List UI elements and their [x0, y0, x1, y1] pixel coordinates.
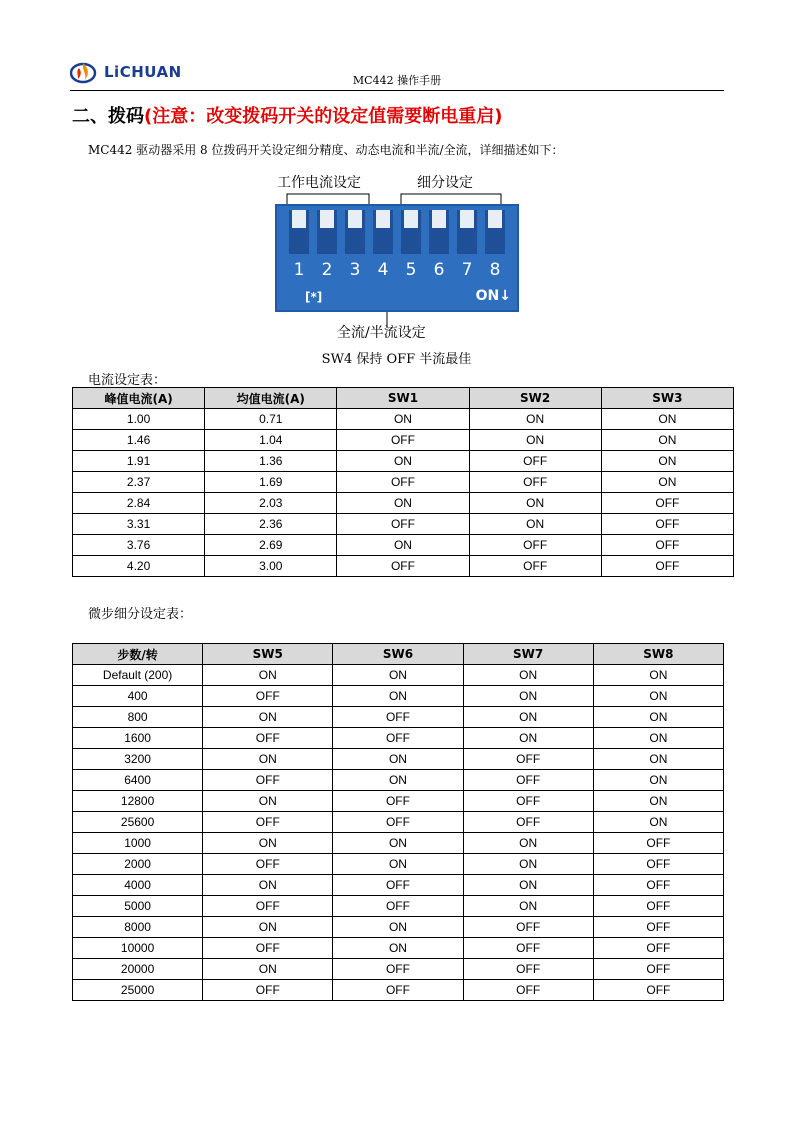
table-cell: OFF	[601, 556, 733, 577]
table-cell: 12800	[73, 791, 203, 812]
table-row	[73, 812, 724, 833]
switch-number: 1	[293, 260, 305, 280]
table-cell: OFF	[593, 959, 723, 980]
table-row	[73, 728, 724, 749]
switch-number: 2	[321, 260, 333, 280]
switch-slot	[289, 210, 309, 254]
intro-paragraph: MC442 驱动器采用 8 位拨码开关设定细分精度、动态电流和半流/全流，详细描述如下：	[88, 143, 564, 157]
table-cell: OFF	[337, 472, 469, 493]
table-cell: ON	[469, 514, 601, 535]
switch-slot	[485, 210, 505, 254]
switch-slot	[457, 210, 477, 254]
table-cell: 800	[73, 707, 203, 728]
table-cell: OFF	[463, 938, 593, 959]
table-cell: ON	[203, 707, 333, 728]
table-cell: ON	[333, 686, 463, 707]
table-cell: OFF	[463, 959, 593, 980]
table-cell: ON	[463, 728, 593, 749]
table-row	[73, 686, 724, 707]
table-cell: OFF	[203, 686, 333, 707]
table-cell: ON	[463, 875, 593, 896]
table-cell: ON	[333, 665, 463, 686]
table-cell: 2000	[73, 854, 203, 875]
table-cell: OFF	[469, 451, 601, 472]
switch-number: 7	[461, 260, 473, 280]
table-cell: ON	[333, 770, 463, 791]
table-row	[73, 938, 724, 959]
table-cell: 3.31	[73, 514, 205, 535]
table-row	[73, 556, 734, 577]
switch-number: 8	[489, 260, 501, 280]
table-cell: 1.46	[73, 430, 205, 451]
table-row	[73, 665, 724, 686]
label-microstep-setting: 细分设定	[417, 175, 473, 191]
column-header: SW1	[337, 388, 469, 409]
table-cell: OFF	[203, 728, 333, 749]
table-cell: ON	[593, 812, 723, 833]
table-cell: ON	[469, 409, 601, 430]
table-cell: ON	[463, 665, 593, 686]
table-row	[73, 472, 734, 493]
table-cell: ON	[203, 749, 333, 770]
table-cell: ON	[593, 707, 723, 728]
table-cell: OFF	[203, 980, 333, 1001]
table-cell: ON	[593, 770, 723, 791]
section-title	[72, 102, 502, 128]
table-header-row	[73, 388, 734, 409]
switch-number: 5	[405, 260, 417, 280]
table-cell: ON	[333, 854, 463, 875]
table-cell: OFF	[601, 514, 733, 535]
table-cell: Default (200)	[73, 665, 203, 686]
table-cell: ON	[463, 833, 593, 854]
table-row	[73, 707, 724, 728]
table-cell: OFF	[333, 707, 463, 728]
switch-knob	[320, 210, 334, 228]
dip-symbol: [*]	[305, 290, 323, 304]
table-cell: OFF	[333, 959, 463, 980]
table-cell: 2.03	[205, 493, 337, 514]
dip-switch-figure	[275, 168, 519, 368]
column-header: 步数/转	[73, 644, 203, 665]
column-header: SW8	[593, 644, 723, 665]
table-cell: ON	[337, 409, 469, 430]
switch-slot	[345, 210, 365, 254]
table-row	[73, 959, 724, 980]
table-cell: OFF	[463, 812, 593, 833]
table-cell: OFF	[333, 812, 463, 833]
table-row	[73, 854, 724, 875]
switch-slot	[401, 210, 421, 254]
table-row	[73, 917, 724, 938]
column-header: SW7	[463, 644, 593, 665]
table-cell: OFF	[333, 980, 463, 1001]
table-cell: OFF	[203, 854, 333, 875]
dip-switch-block	[275, 204, 519, 312]
table-cell: 1.00	[73, 409, 205, 430]
table-cell: 25600	[73, 812, 203, 833]
table-cell: OFF	[333, 896, 463, 917]
switch-number: 3	[349, 260, 361, 280]
table-cell: 5000	[73, 896, 203, 917]
table-cell: ON	[601, 409, 733, 430]
table-cell: ON	[601, 472, 733, 493]
table-cell: OFF	[469, 535, 601, 556]
switch-knob	[432, 210, 446, 228]
table-cell: ON	[333, 833, 463, 854]
switch-knob	[376, 210, 390, 228]
table-cell: 1.36	[205, 451, 337, 472]
table-row	[73, 535, 734, 556]
table-row	[73, 896, 724, 917]
table-cell: OFF	[337, 556, 469, 577]
table-cell: 2.84	[73, 493, 205, 514]
table-cell: ON	[463, 854, 593, 875]
section-title-note: (注意：改变拨码开关的设定值需要断电重启)	[144, 106, 503, 127]
table-cell: OFF	[469, 472, 601, 493]
microstep-table-label: 微步细分设定表：	[88, 607, 193, 622]
switch-number: 6	[433, 260, 445, 280]
switch-slot	[373, 210, 393, 254]
table-cell: OFF	[337, 514, 469, 535]
table-row	[73, 833, 724, 854]
table-cell: ON	[469, 493, 601, 514]
table-row	[73, 980, 724, 1001]
table-cell: OFF	[333, 875, 463, 896]
table-cell: 400	[73, 686, 203, 707]
table-cell: ON	[469, 430, 601, 451]
table-cell: ON	[463, 686, 593, 707]
table-cell: OFF	[203, 812, 333, 833]
table-row	[73, 430, 734, 451]
table-row	[73, 749, 724, 770]
document-title: MC442 操作手册	[352, 74, 442, 87]
table-cell: OFF	[463, 980, 593, 1001]
figure-caption: SW4 保持 OFF 半流最佳	[321, 352, 472, 367]
microstep-setting-table	[72, 643, 724, 1001]
page-header	[70, 52, 724, 91]
switch-slot	[429, 210, 449, 254]
table-cell: ON	[203, 833, 333, 854]
table-cell: 10000	[73, 938, 203, 959]
table-cell: 1.04	[205, 430, 337, 451]
table-row	[73, 409, 734, 430]
table-cell: 8000	[73, 917, 203, 938]
table-header-row	[73, 644, 724, 665]
table-cell: 4.20	[73, 556, 205, 577]
table-cell: OFF	[469, 556, 601, 577]
table-cell: OFF	[601, 493, 733, 514]
table-cell: ON	[601, 451, 733, 472]
table-cell: ON	[593, 791, 723, 812]
table-cell: 3200	[73, 749, 203, 770]
column-header: 峰值电流(A)	[73, 388, 205, 409]
table-cell: 1.91	[73, 451, 205, 472]
table-cell: ON	[593, 728, 723, 749]
table-cell: OFF	[203, 938, 333, 959]
table-cell: OFF	[463, 917, 593, 938]
switch-number: 4	[377, 260, 389, 280]
table-cell: 2.69	[205, 535, 337, 556]
table-cell: 2.36	[205, 514, 337, 535]
table-cell: OFF	[337, 430, 469, 451]
table-cell: OFF	[463, 791, 593, 812]
section-title-prefix: 二、拨码	[72, 106, 144, 127]
table-cell: ON	[337, 451, 469, 472]
table-cell: 20000	[73, 959, 203, 980]
table-cell: OFF	[203, 896, 333, 917]
table-cell: ON	[333, 938, 463, 959]
table-cell: ON	[333, 749, 463, 770]
table-cell: 1.69	[205, 472, 337, 493]
table-cell: ON	[337, 493, 469, 514]
column-header: SW3	[601, 388, 733, 409]
table-cell: ON	[463, 896, 593, 917]
current-table-label: 电流设定表：	[88, 373, 167, 388]
table-cell: OFF	[593, 917, 723, 938]
label-current-setting: 工作电流设定	[277, 175, 361, 191]
switch-knob	[292, 210, 306, 228]
table-cell: 25000	[73, 980, 203, 1001]
table-cell: ON	[593, 665, 723, 686]
table-cell: ON	[333, 917, 463, 938]
table-cell: ON	[601, 430, 733, 451]
table-cell: ON	[337, 535, 469, 556]
table-cell: ON	[203, 875, 333, 896]
table-cell: OFF	[593, 854, 723, 875]
table-cell: ON	[463, 707, 593, 728]
table-cell: OFF	[463, 749, 593, 770]
switch-knob	[348, 210, 362, 228]
table-cell: OFF	[593, 938, 723, 959]
label-halfcurrent-setting: 全流/半流设定	[337, 325, 426, 341]
table-row	[73, 451, 734, 472]
dip-on-label: ON↓	[475, 288, 511, 304]
column-header: SW5	[203, 644, 333, 665]
table-cell: 3.00	[205, 556, 337, 577]
column-header: 均值电流(A)	[205, 388, 337, 409]
table-cell: 4000	[73, 875, 203, 896]
current-setting-table	[72, 387, 734, 577]
table-cell: ON	[203, 665, 333, 686]
table-cell: OFF	[333, 728, 463, 749]
table-row	[73, 493, 734, 514]
table-cell: ON	[203, 791, 333, 812]
table-cell: 2.37	[73, 472, 205, 493]
table-cell: OFF	[593, 833, 723, 854]
table-cell: OFF	[203, 770, 333, 791]
table-cell: 0.71	[205, 409, 337, 430]
table-cell: 1000	[73, 833, 203, 854]
table-cell: ON	[203, 917, 333, 938]
table-row	[73, 770, 724, 791]
switch-slot	[317, 210, 337, 254]
table-row	[73, 875, 724, 896]
table-cell: OFF	[593, 896, 723, 917]
table-row	[73, 791, 724, 812]
table-row	[73, 514, 734, 535]
column-header: SW2	[469, 388, 601, 409]
table-cell: OFF	[601, 535, 733, 556]
column-header: SW6	[333, 644, 463, 665]
logo-text: LiCHUAN	[104, 63, 182, 81]
table-cell: 1600	[73, 728, 203, 749]
table-cell: OFF	[593, 875, 723, 896]
table-cell: ON	[203, 959, 333, 980]
switch-knob	[460, 210, 474, 228]
switch-knob	[404, 210, 418, 228]
table-cell: 6400	[73, 770, 203, 791]
table-cell: ON	[593, 749, 723, 770]
switch-knob	[488, 210, 502, 228]
table-cell: OFF	[463, 770, 593, 791]
table-cell: OFF	[333, 791, 463, 812]
table-cell: 3.76	[73, 535, 205, 556]
table-cell: ON	[593, 686, 723, 707]
table-cell: OFF	[593, 980, 723, 1001]
